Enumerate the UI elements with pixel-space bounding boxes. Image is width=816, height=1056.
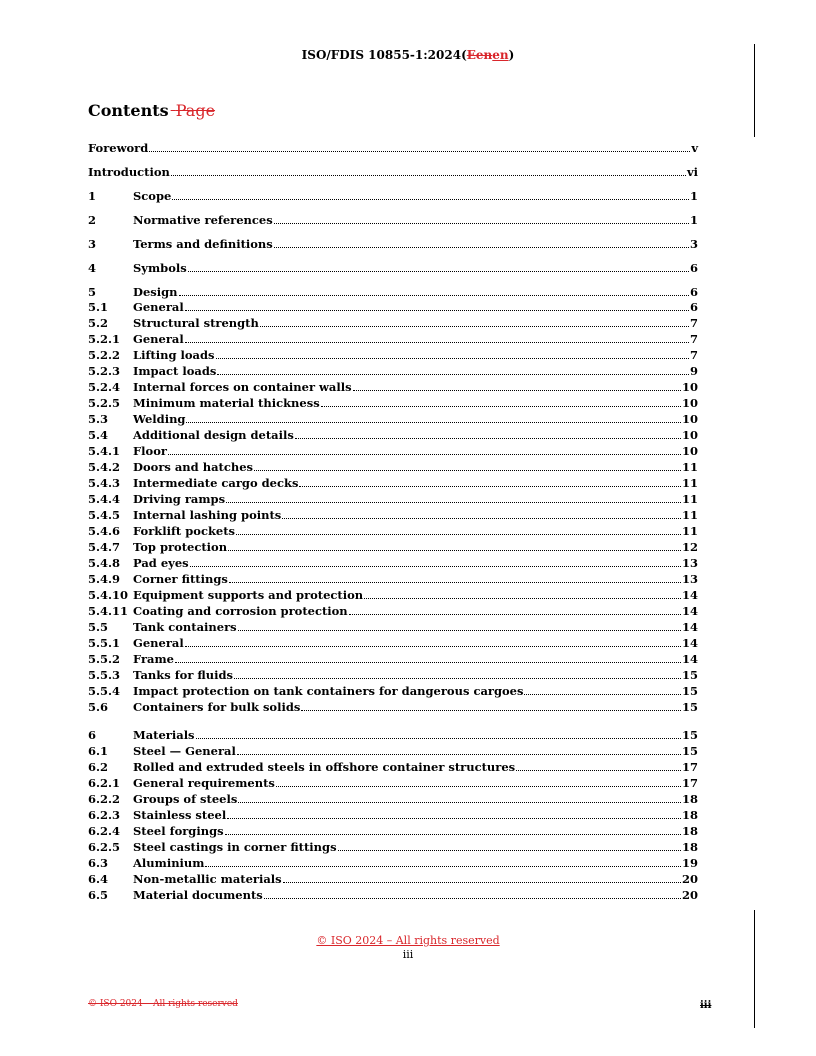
- toc-entry[interactable]: [88, 212, 698, 228]
- toc-section-title: Non-metallic materials: [133, 872, 282, 886]
- toc-section-title: Groups of steels: [133, 792, 238, 806]
- toc-entry[interactable]: [88, 347, 698, 363]
- toc-page-number: 9: [689, 364, 698, 378]
- toc-section-number: 6.2.3: [88, 808, 121, 822]
- toc-section-title: Foreword: [88, 141, 149, 155]
- toc-entry[interactable]: [88, 299, 698, 315]
- toc-section-number: 5.3: [88, 412, 109, 426]
- toc-page-number: 6: [689, 300, 698, 314]
- toc-entry[interactable]: [88, 443, 698, 459]
- toc-page-number: 14: [681, 588, 698, 602]
- toc-section-title: Material documents: [133, 888, 263, 902]
- header-prefix: ISO/FDIS 10855-1:2024(: [301, 48, 467, 62]
- toc-entry[interactable]: [88, 507, 698, 523]
- toc-page-number: 14: [681, 604, 698, 618]
- toc-entry[interactable]: [88, 699, 698, 715]
- toc-entry[interactable]: [88, 523, 698, 539]
- toc-dot-leader: [238, 629, 681, 631]
- toc-entry[interactable]: [88, 555, 698, 571]
- deleted-copyright-notice: © ISO 2024 – All rights reserved: [88, 999, 238, 1009]
- toc-dot-leader: [264, 897, 681, 899]
- document-header: [0, 48, 816, 62]
- toc-section-title: Structural strength: [133, 316, 259, 330]
- copyright-notice: © ISO 2024 – All rights reserved: [316, 934, 500, 947]
- toc-dot-leader: [321, 405, 681, 407]
- toc-entry[interactable]: [88, 839, 698, 855]
- toc-section-title: General requirements: [133, 776, 275, 790]
- toc-entry[interactable]: [88, 140, 698, 156]
- toc-page-number: 18: [681, 808, 698, 822]
- toc-section-number: 3: [88, 237, 97, 251]
- toc-section-number: 5.4: [88, 428, 109, 442]
- toc-section-number: 5.4.2: [88, 460, 121, 474]
- toc-dot-leader: [260, 325, 689, 327]
- toc-section-number: 5.4.8: [88, 556, 121, 570]
- toc-dot-leader: [295, 437, 681, 439]
- toc-dot-leader: [238, 801, 681, 803]
- toc-section-number: 5.4.5: [88, 508, 121, 522]
- toc-section-number: 5.4.4: [88, 492, 121, 506]
- toc-section-number: 5.4.10: [88, 588, 129, 602]
- toc-section-number: 5.2.3: [88, 364, 121, 378]
- toc-dot-leader: [299, 485, 681, 487]
- toc-page-number: 10: [681, 396, 698, 410]
- toc-page-number: 11: [681, 460, 698, 474]
- toc-section-title: Impact protection on tank containers for dangerous cargoes: [133, 684, 524, 698]
- toc-section-number: 5.4.11: [88, 604, 129, 618]
- toc-section-title: Driving ramps: [133, 492, 226, 506]
- toc-section-title: Steel forgings: [133, 824, 224, 838]
- toc-entry[interactable]: [88, 587, 698, 603]
- toc-dot-leader: [516, 769, 681, 771]
- toc-dot-leader: [227, 817, 681, 819]
- toc-section-title: Doors and hatches: [133, 460, 253, 474]
- toc-page-number: 18: [681, 840, 698, 854]
- toc-section-number: 5.2.1: [88, 332, 121, 346]
- toc-section-number: 5.4.9: [88, 572, 121, 586]
- toc-section-number: 5.4.3: [88, 476, 121, 490]
- toc-entry[interactable]: [88, 188, 698, 204]
- toc-section-number: 6.1: [88, 744, 109, 758]
- toc-section-number: 5.4.7: [88, 540, 121, 554]
- toc-dot-leader: [205, 865, 681, 867]
- toc-page-number: 14: [681, 620, 698, 634]
- toc-dot-leader: [228, 549, 681, 551]
- toc-section-number: 2: [88, 213, 97, 227]
- toc-section-title: Welding: [133, 412, 186, 426]
- toc-page-number: v: [691, 141, 698, 155]
- toc-page-number: 15: [681, 668, 698, 682]
- toc-page-number: 7: [689, 332, 698, 346]
- toc-dot-leader: [301, 709, 681, 711]
- toc-entry[interactable]: [88, 727, 698, 743]
- toc-entry[interactable]: [88, 791, 698, 807]
- toc-dot-leader: [234, 677, 681, 679]
- toc-section-number: 5.5.4: [88, 684, 121, 698]
- toc-section-number: 5.6: [88, 700, 109, 714]
- toc-section-number: 5.2.4: [88, 380, 121, 394]
- toc-section-title: Stainless steel: [133, 808, 227, 822]
- toc-section-number: 6.5: [88, 888, 109, 902]
- toc-entry[interactable]: [88, 651, 698, 667]
- toc-entry[interactable]: [88, 395, 698, 411]
- toc-dot-leader: [168, 453, 681, 455]
- toc-dot-leader: [226, 501, 681, 503]
- toc-entry[interactable]: [88, 667, 698, 683]
- toc-section-title: Impact loads: [133, 364, 217, 378]
- toc-dot-leader: [186, 421, 681, 423]
- toc-page-number: 20: [681, 872, 698, 886]
- toc-page-number: 17: [681, 760, 698, 774]
- deleted-page-label: Page: [175, 101, 216, 120]
- toc-section-title: Aluminium: [133, 856, 205, 870]
- page-footer: [0, 934, 816, 961]
- toc-section-number: 1: [88, 189, 97, 203]
- toc-entry[interactable]: [88, 539, 698, 555]
- toc-section-number: 5.5: [88, 620, 109, 634]
- toc-section-title: Containers for bulk solids: [133, 700, 301, 714]
- toc-page-number: 10: [681, 444, 698, 458]
- toc-entry[interactable]: [88, 164, 698, 180]
- toc-section-title: Internal forces on container walls: [133, 380, 352, 394]
- change-bar-bottom: [754, 910, 755, 1028]
- toc-entry[interactable]: [88, 683, 698, 699]
- toc-section-number: 4: [88, 261, 97, 275]
- toc-entry[interactable]: [88, 759, 698, 775]
- toc-page-number: vi: [686, 165, 698, 179]
- toc-entry[interactable]: [88, 871, 698, 887]
- toc-section-number: 5.5.1: [88, 636, 121, 650]
- toc-page-number: 12: [681, 540, 698, 554]
- toc-page-number: 15: [681, 728, 698, 742]
- toc-section-title: Rolled and extruded steels in offshore container structures: [133, 760, 516, 774]
- toc-section-number: 6: [88, 728, 97, 742]
- toc-entry[interactable]: [88, 284, 698, 300]
- toc-page-number: 6: [689, 261, 698, 275]
- toc-entry[interactable]: [88, 603, 698, 619]
- toc-section-title: Frame: [133, 652, 174, 666]
- toc-entry[interactable]: [88, 475, 698, 491]
- toc-dot-leader: [349, 613, 681, 615]
- toc-dot-leader: [274, 246, 689, 248]
- deleted-page-number: iii: [700, 1000, 712, 1011]
- toc-entry[interactable]: [88, 236, 698, 252]
- toc-page-number: 18: [681, 824, 698, 838]
- header-inserted-lang: en: [492, 48, 509, 62]
- toc-dot-leader: [175, 661, 681, 663]
- toc-entry[interactable]: [88, 775, 698, 791]
- toc-section-title: Equipment supports and protection: [133, 588, 364, 602]
- toc-page-number: 1: [689, 189, 698, 203]
- toc-section-title: Terms and definitions: [133, 237, 273, 251]
- toc-entry[interactable]: [88, 855, 698, 871]
- toc-section-title: Introduction: [88, 165, 170, 179]
- contents-heading: Contents: [88, 101, 169, 120]
- toc-entry[interactable]: [88, 459, 698, 475]
- toc-section-title: Coating and corrosion protection: [133, 604, 348, 618]
- toc-dot-leader: [353, 389, 681, 391]
- toc-entry[interactable]: [88, 379, 698, 395]
- toc-dot-leader: [236, 533, 681, 535]
- toc-section-number: 6.2.2: [88, 792, 121, 806]
- toc-entry[interactable]: [88, 363, 698, 379]
- toc-page-number: 11: [681, 476, 698, 490]
- toc-page-number: 15: [681, 700, 698, 714]
- toc-page-number: 10: [681, 428, 698, 442]
- toc-page-number: 11: [681, 492, 698, 506]
- toc-dot-leader: [524, 693, 681, 695]
- toc-dot-leader: [217, 373, 689, 375]
- toc-dot-leader: [338, 849, 681, 851]
- toc-section-title: Tank containers: [133, 620, 237, 634]
- toc-dot-leader: [172, 198, 689, 200]
- toc-section-number: 6.2: [88, 760, 109, 774]
- toc-entry[interactable]: [88, 887, 698, 903]
- toc-entry[interactable]: [88, 743, 698, 759]
- toc-entry[interactable]: [88, 571, 698, 587]
- toc-section-number: 5.4.1: [88, 444, 121, 458]
- toc-section-number: 5.5.3: [88, 668, 121, 682]
- toc-section-number: 6.2.4: [88, 824, 121, 838]
- toc-section-title: General: [133, 636, 184, 650]
- toc-page-number: 6: [689, 285, 698, 299]
- toc-dot-leader: [237, 753, 681, 755]
- toc-entry[interactable]: [88, 807, 698, 823]
- toc-section-number: 5.5.2: [88, 652, 121, 666]
- toc-section-number: 6.4: [88, 872, 109, 886]
- toc-section-number: 5.2: [88, 316, 109, 330]
- toc-section-number: 6.3: [88, 856, 109, 870]
- toc-page-number: 15: [681, 744, 698, 758]
- toc-section-number: 5: [88, 285, 97, 299]
- toc-dot-leader: [185, 645, 681, 647]
- toc-page-number: 10: [681, 380, 698, 394]
- toc-section-title: Steel — General: [133, 744, 236, 758]
- toc-dot-leader: [190, 565, 681, 567]
- toc-dot-leader: [196, 737, 681, 739]
- toc-entry[interactable]: [88, 260, 698, 276]
- toc-page-number: 15: [681, 684, 698, 698]
- toc-dot-leader: [283, 881, 681, 883]
- toc-dot-leader: [171, 174, 686, 176]
- toc-entry[interactable]: [88, 619, 698, 635]
- toc-dot-leader: [274, 222, 689, 224]
- toc-entry[interactable]: [88, 315, 698, 331]
- toc-dot-leader: [225, 833, 681, 835]
- toc-entry[interactable]: [88, 331, 698, 347]
- header-deleted-lang: Een: [466, 48, 493, 62]
- toc-section-number: 5.1: [88, 300, 109, 314]
- toc-page-number: 14: [681, 652, 698, 666]
- toc-entry[interactable]: [88, 427, 698, 443]
- toc-section-title: Corner fittings: [133, 572, 228, 586]
- toc-section-number: 5.4.6: [88, 524, 121, 538]
- toc-section-number: 6.2.1: [88, 776, 121, 790]
- toc-dot-leader: [185, 341, 689, 343]
- toc-entry[interactable]: [88, 411, 698, 427]
- toc-section-title: Additional design details: [133, 428, 294, 442]
- toc-page-number: 10: [681, 412, 698, 426]
- toc-dot-leader: [229, 581, 681, 583]
- toc-entry[interactable]: [88, 491, 698, 507]
- toc-dot-leader: [282, 517, 681, 519]
- toc-section-title: Forklift pockets: [133, 524, 236, 538]
- toc-entry[interactable]: [88, 823, 698, 839]
- toc-page-number: 7: [689, 348, 698, 362]
- toc-section-title: Design: [133, 285, 178, 299]
- toc-section-title: General: [133, 300, 184, 314]
- toc-section-title: Top protection: [133, 540, 228, 554]
- toc-section-number: 5.2.5: [88, 396, 121, 410]
- toc-page-number: 3: [689, 237, 698, 251]
- toc-section-title: Materials: [133, 728, 195, 742]
- toc-entry[interactable]: [88, 635, 698, 651]
- toc-page-number: 14: [681, 636, 698, 650]
- toc-page-number: 19: [681, 856, 698, 870]
- toc-section-number: 5.2.2: [88, 348, 121, 362]
- toc-page-number: 20: [681, 888, 698, 902]
- toc-page-number: 18: [681, 792, 698, 806]
- toc-section-title: Scope: [133, 189, 172, 203]
- toc-page-number: 7: [689, 316, 698, 330]
- toc-section-title: Pad eyes: [133, 556, 189, 570]
- toc-page-number: 13: [681, 572, 698, 586]
- toc-page-number: 11: [681, 508, 698, 522]
- toc-page-number: 11: [681, 524, 698, 538]
- toc-section-title: Symbols: [133, 261, 187, 275]
- toc-dot-leader: [276, 785, 681, 787]
- toc-page-number: 13: [681, 556, 698, 570]
- toc-section-title: Internal lashing points: [133, 508, 282, 522]
- toc-dot-leader: [364, 597, 681, 599]
- toc-section-title: Steel castings in corner fittings: [133, 840, 337, 854]
- page-number: iii: [402, 948, 414, 961]
- toc-section-title: Tanks for fluids: [133, 668, 234, 682]
- toc-section-title: Normative references: [133, 213, 273, 227]
- toc-section-title: Minimum material thickness: [133, 396, 320, 410]
- toc-section-title: Lifting loads: [133, 348, 215, 362]
- toc-page-number: 1: [689, 213, 698, 227]
- toc-page-number: 17: [681, 776, 698, 790]
- header-suffix: ): [508, 48, 515, 62]
- toc-dot-leader: [216, 357, 689, 359]
- toc-dot-leader: [149, 150, 690, 152]
- toc-dot-leader: [185, 309, 689, 311]
- toc-section-title: Floor: [133, 444, 167, 458]
- toc-dot-leader: [254, 469, 681, 471]
- page-title: [88, 101, 215, 120]
- toc-dot-leader: [179, 294, 689, 296]
- toc-section-title: Intermediate cargo decks: [133, 476, 299, 490]
- toc-section-number: 6.2.5: [88, 840, 121, 854]
- toc-section-title: General: [133, 332, 184, 346]
- toc-dot-leader: [188, 270, 689, 272]
